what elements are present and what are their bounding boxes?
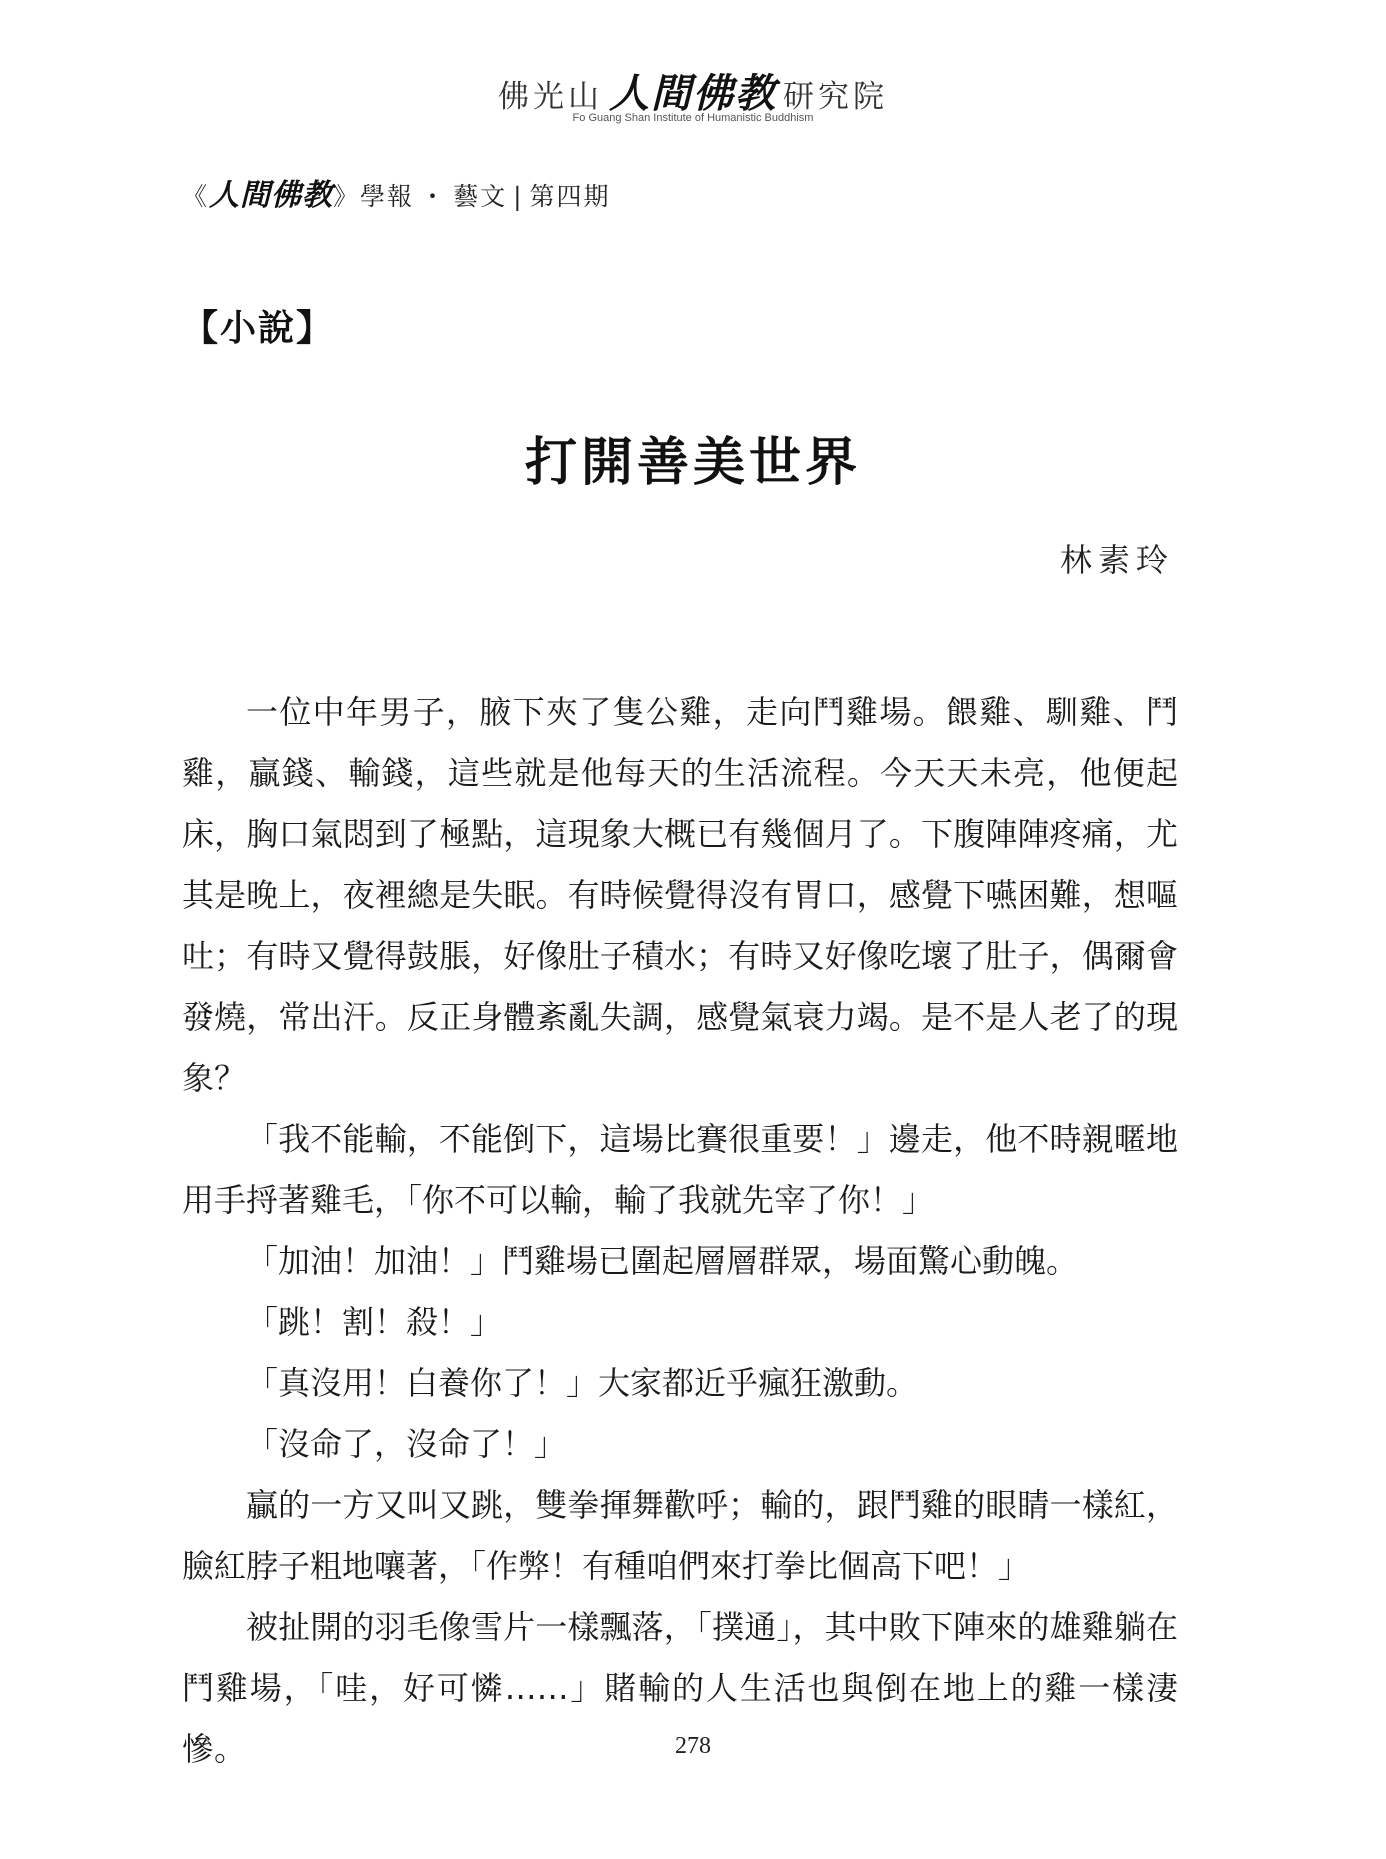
article-author: 林素玲: [1059, 541, 1174, 579]
institute-english-name: Fo Guang Shan Institute of Humanistic Buddhism: [572, 112, 814, 124]
paragraph: 贏的一方又叫又跳，雙拳揮舞歡呼；輸的，跟鬥雞的眼睛一樣紅，臉紅脖子粗地嚷著，「作弊！有種咱們來打拳比個高下吧！」: [182, 1486, 1178, 1585]
journal-brand-logotype: 人間佛教: [209, 178, 334, 213]
paragraph: 「加油！加油！」鬥雞場已圍起層層群眾，場面驚心動魄。: [246, 1242, 1079, 1280]
paragraph: 被扯開的羽毛像雪片一樣飄落，「撲通」，其中敗下陣來的雄雞躺在鬥雞場，「哇，好可憐……」賭輸的人生活也與倒在地上的雞一樣淒慘。: [182, 1608, 1178, 1768]
paragraph: 一位中年男子，腋下夾了隻公雞，走向鬥雞場。餵雞、馴雞、鬥雞，贏錢、輸錢，這些就是他每天的生活流程。今天天未亮，他便起床，胸口氣悶到了極點，這現象大概已有幾個月了。下腹陣陣疼痛，尤其是晚上，夜裡總是失眠。有時候覺得沒有胃口，感覺下嚥困難，想嘔吐；有時又覺得鼓脹，好像肚子積水；有時又好像吃壞了肚子，偶爾會發燒，常出汗。反正身體紊亂失調，感覺氣衰力竭。是不是人老了的現象？: [182, 693, 1178, 1097]
journal-section: 藝文: [453, 182, 508, 211]
journal-open-bracket: 《: [182, 182, 210, 211]
paragraph: 「跳！割！殺！」: [246, 1303, 503, 1341]
journal-close-bracket: 》: [333, 182, 361, 211]
section-label: 【小說】: [182, 307, 335, 349]
institute-logo: [0, 62, 1386, 119]
paragraph: 「沒命了，沒命了！」: [246, 1425, 567, 1463]
paragraph: 「我不能輸，不能倒下，這場比賽很重要！」邊走，他不時親暱地用手捋著雞毛，「你不可以輸，輸了我就先宰了你！」: [182, 1120, 1178, 1219]
article-title: 打開善美世界: [524, 432, 861, 493]
page-number: 278: [675, 1733, 711, 1759]
journal-divider: |: [513, 182, 524, 211]
journal-running-header: [182, 170, 611, 214]
institute-brand-logotype: 人間佛教: [609, 70, 777, 117]
paragraph: 「真沒用！白養你了！」大家都近乎瘋狂激動。: [246, 1364, 919, 1402]
journal-name: 學報: [360, 182, 415, 211]
journal-dot: ・: [420, 182, 448, 211]
institute-suffix: 研究院: [783, 79, 888, 115]
journal-issue: 第四期: [529, 182, 611, 211]
article-body: [182, 682, 1178, 1780]
institute-prefix: 佛光山: [498, 79, 603, 115]
